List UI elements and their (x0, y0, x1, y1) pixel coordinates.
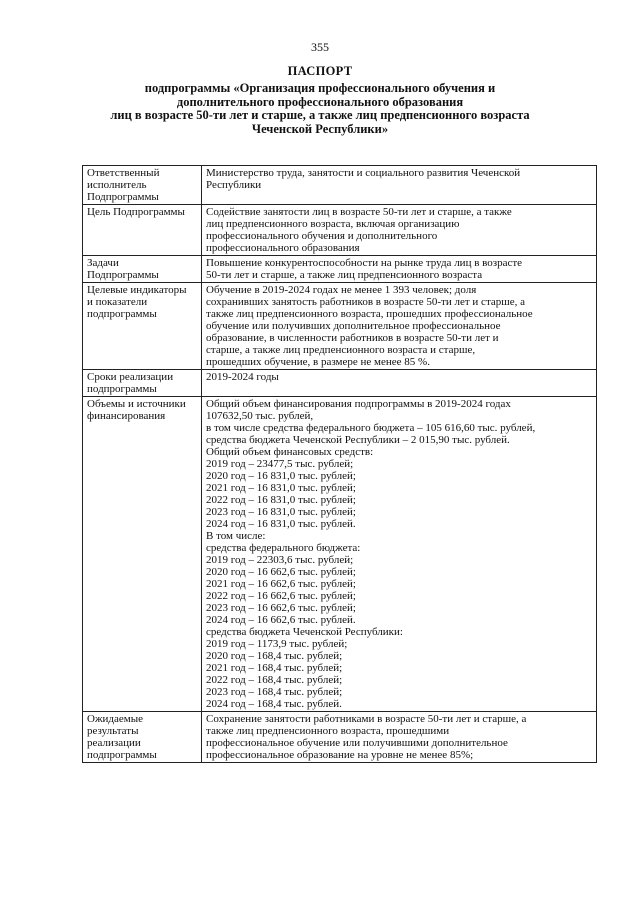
row-label-line: исполнитель (87, 179, 147, 191)
row-value-line: 50-ти лет и старше, а также лиц предпенсионного возраста (206, 269, 483, 281)
row-value-cell (202, 712, 597, 763)
table-row (83, 370, 597, 397)
row-value-line: средства бюджета Чеченской Республики – 2 015,90 тыс. рублей. (206, 434, 510, 446)
row-label-line: Подпрограммы (87, 191, 159, 203)
row-value-line: средства федерального бюджета: (206, 542, 361, 554)
row-value-line: 2022 год – 16 831,0 тыс. рублей; (206, 494, 356, 506)
table-row (83, 397, 597, 712)
row-value-cell (202, 397, 597, 712)
row-value-line: также лиц предпенсионного возраста, прошедших профессиональное (206, 308, 533, 320)
row-label-line: подпрограммы (87, 749, 157, 761)
row-label-cell (83, 205, 202, 256)
row-value-line: профессиональное образование на уровне не менее 85%; (206, 749, 474, 761)
subtitle-line: Чеченской Республики» (251, 121, 389, 136)
passport-table-body (83, 166, 597, 763)
row-label-line: Сроки реализации (87, 371, 174, 383)
row-value-line: Общий объем финансовых средств: (206, 446, 374, 458)
row-value-line: также лиц предпенсионного возраста, прошедшими (206, 725, 450, 737)
table-row (83, 256, 597, 283)
row-label-line: Ожидаемые (87, 713, 144, 725)
row-value-line: Обучение в 2019-2024 годах не менее 1 393 человек; доля (206, 284, 477, 296)
row-label-cell (83, 256, 202, 283)
table-row (83, 283, 597, 370)
row-value-line: 2023 год – 16 831,0 тыс. рублей; (206, 506, 356, 518)
document-title: ПАСПОРТ (287, 64, 353, 78)
subtitle-line: лиц в возрасте 50-ти лет и старше, а также лиц предпенсионного возраста (110, 108, 530, 122)
row-value-line: старше, а также лиц предпенсионного возраста и старше, (206, 344, 476, 356)
row-value-line: 2019 год – 22303,6 тыс. рублей; (206, 554, 354, 566)
row-label-line: Ответственный (87, 167, 160, 179)
row-label-line: подпрограммы (87, 308, 157, 320)
subtitle-line: дополнительного профессионального образования (176, 94, 464, 109)
row-value-cell (202, 256, 597, 283)
row-label-cell (83, 283, 202, 370)
row-label-line: Объемы и источники (87, 398, 186, 410)
row-value-line: 2021 год – 16 662,6 тыс. рублей; (206, 578, 356, 590)
page-number: 355 (311, 40, 329, 54)
row-value-line: профессионального образования (206, 242, 360, 254)
row-label-cell (83, 166, 202, 205)
passport-table (82, 165, 597, 763)
row-value-line: 2022 год – 16 662,6 тыс. рублей; (206, 590, 356, 602)
row-value-line: 2021 год – 168,4 тыс. рублей; (206, 662, 343, 674)
row-value-line: лиц предпенсионного возраста, включая организацию (206, 218, 460, 230)
row-label-cell (83, 397, 202, 712)
row-value-line: В том числе: (206, 530, 266, 542)
row-label-line: Целевые индикаторы (87, 284, 187, 296)
row-value-line: Министерство труда, занятости и социального развития Чеченской (206, 167, 521, 179)
row-value-cell (202, 283, 597, 370)
table-row (83, 166, 597, 205)
row-label-cell (83, 712, 202, 763)
row-value-line: 2020 год – 16 831,0 тыс. рублей; (206, 470, 356, 482)
row-value-cell (202, 205, 597, 256)
row-value-line: образование, в численности работников в возрасте 50-ти лет и (206, 332, 499, 344)
row-value-line: средства бюджета Чеченской Республики: (206, 626, 403, 638)
row-value-line: 2019 год – 1173,9 тыс. рублей; (206, 638, 348, 650)
row-label-line: Задачи (87, 257, 119, 269)
row-label-line: подпрограммы (87, 383, 157, 395)
subtitle-line: подпрограммы «Организация профессионального обучения и (144, 81, 496, 95)
row-label-cell (83, 370, 202, 397)
row-value-line: Общий объем финансирования подпрограммы в 2019-2024 годах (206, 398, 511, 410)
row-value-line: 2020 год – 168,4 тыс. рублей; (206, 650, 343, 662)
row-value-line: 2023 год – 16 662,6 тыс. рублей; (206, 602, 356, 614)
row-value-line: 2020 год – 16 662,6 тыс. рублей; (206, 566, 356, 578)
row-value-line: 2024 год – 16 831,0 тыс. рублей. (206, 518, 356, 530)
row-value-line: в том числе средства федерального бюджета – 105 616,60 тыс. рублей, (206, 422, 536, 434)
row-value-line: Сохранение занятости работниками в возрасте 50-ти лет и старше, а (206, 713, 527, 725)
row-label-line: Подпрограммы (87, 269, 159, 281)
row-value-line: 107632,50 тыс. рублей, (206, 410, 314, 422)
row-value-line: 2024 год – 168,4 тыс. рублей. (206, 698, 342, 710)
row-label-line: и показатели (87, 296, 148, 308)
table-row (83, 205, 597, 256)
table-row (83, 712, 597, 763)
row-value-line: профессионального обучения и дополнительного (206, 230, 438, 242)
document-subtitle (80, 82, 560, 136)
row-label-line: финансирования (87, 410, 166, 422)
row-value-line: обучение или получивших дополнительное профессиональное (206, 320, 501, 332)
row-label-line: реализации (87, 737, 141, 749)
row-value-cell (202, 370, 597, 397)
row-value-line: сохранивших занятость работников в возрасте 50-ти лет и старше, а (206, 296, 525, 308)
row-value-line: 2024 год – 16 662,6 тыс. рублей. (206, 614, 356, 626)
row-label-line: результаты (87, 725, 139, 737)
row-value-line: Содействие занятости лиц в возрасте 50-ти лет и старше, а также (206, 206, 512, 218)
row-value-line: 2022 год – 168,4 тыс. рублей; (206, 674, 343, 686)
row-label-line: Цель Подпрограммы (87, 206, 185, 218)
row-value-line: 2023 год – 168,4 тыс. рублей; (206, 686, 343, 698)
row-value-line: Повышение конкурентоспособности на рынке труда лиц в возрасте (206, 257, 523, 269)
row-value-line: 2019 год – 23477,5 тыс. рублей; (206, 458, 354, 470)
row-value-line: Республики (206, 179, 262, 191)
row-value-line: 2019-2024 годы (206, 371, 279, 383)
row-value-cell (202, 166, 597, 205)
row-value-line: профессиональное обучение или получившими дополнительное (206, 737, 508, 749)
row-value-line: прошедших обучение, в размере не менее 85 %. (206, 356, 430, 368)
row-value-line: 2021 год – 16 831,0 тыс. рублей; (206, 482, 356, 494)
